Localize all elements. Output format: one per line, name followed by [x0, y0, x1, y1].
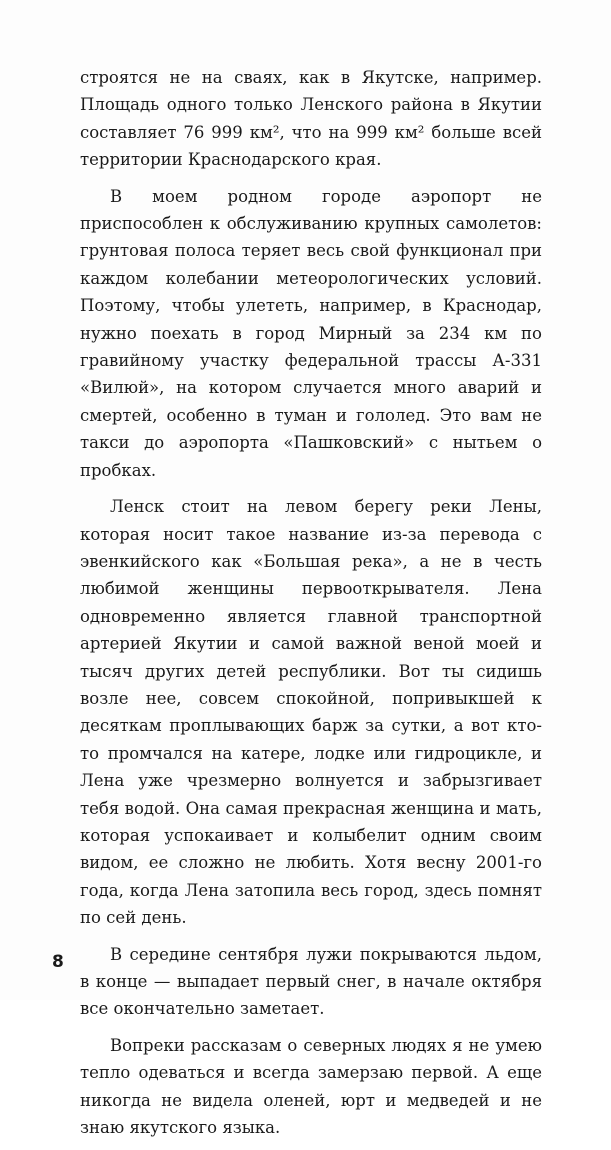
paragraph-3: Ленск стоит на левом берегу реки Лены, которая носит такое название из-за перевода с эвенкийского как «Большая река», а не в честь любимой женщины первооткрывателя. Лена одновременно является главной транспортной артерией Якутии и самой важной веной моей и тысяч других детей республики. Вот ты сидишь возле нее, совсем спокойной, попривыкшей к десяткам проплывающих барж за сутки, а вот кто-то промчался на катере, лодке или гидроцикле, и Лена уже чрезмерно волнуется и забрызгивает тебя водой. Она самая прекрасная женщина и мать, которая успокаивает и колыбелит одним своим видом, ее сложно не любить. Хотя весну 2001-го года, когда Лена затопила весь город, здесь помнят по сей день.: [80, 497, 542, 928]
paragraph-2: В моем родном городе аэропорт не приспособлен к обслуживанию крупных самолетов: грунтовая полоса теряет весь свой функционал при каждом колебании метеорологических условий. Поэтому, чтобы улететь, например, в Краснодар, нужно поехать в город Мирный за 234 км по гравийному участку федеральной трассы А-331 «Вилюй», на котором случается много аварий и смертей, особенно в туман и гололед. Это вам не такси до аэропорта «Пашковский» с нытьем о пробках.: [80, 186, 542, 480]
paragraph-5: Вопреки рассказам о северных людях я не умею тепло одеваться и всегда замерзаю первой. А еще никогда не видела оленей, юрт и медведей и не знаю якутского языка.: [80, 1035, 542, 1138]
paragraph-4: В середине сентября лужи покрываются льдом, в конце — выпадает первый снег, в начале октября все окончательно заметает.: [80, 944, 542, 1019]
body-text: [80, 64, 542, 1150]
paragraph-1: строятся не на сваях, как в Якутске, например. Площадь одного только Ленского района в Якутии составляет 76 999 км², что на 999 км² больше всей территории Краснодарского края.: [80, 68, 542, 170]
page-number: 8: [52, 952, 64, 972]
